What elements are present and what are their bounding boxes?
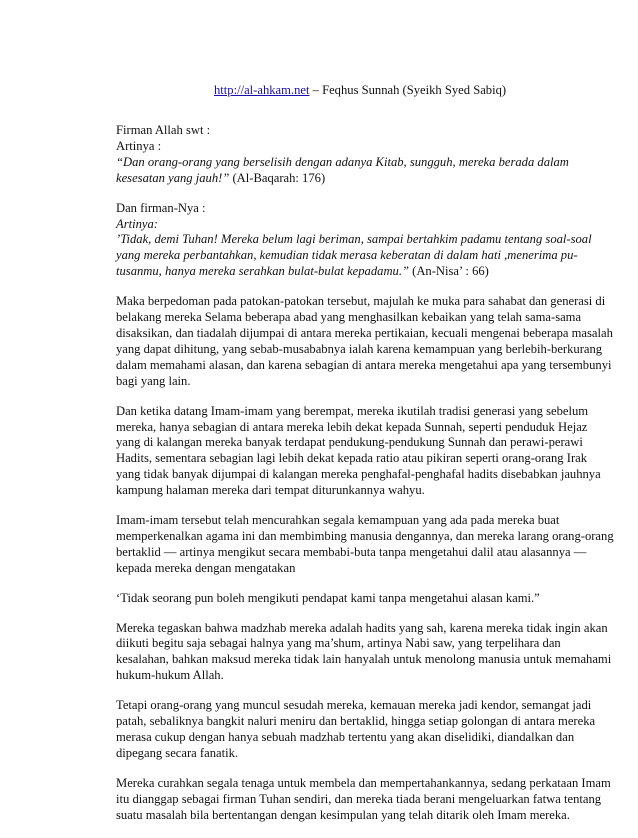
header-title: – Feqhus Sunnah (Syeikh Syed Sabiq): [309, 83, 507, 97]
artinya-label: Artinya:: [116, 216, 158, 231]
paragraph: Dan ketika datang Imam-imam yang berempat, mereka ikutilah tradisi generasi yang sebelum mereka, hanya sebagian di antara mereka lebih dekat kepada Sunnah, seperti penduduk Hejaz yang di kalangan mereka banyak terdapat pendukung-pendukung Sunnah dan perawi-perawi Hadits, sementara sebagian lagi lebih dekat kepada ratio atau pikiran seperti orang-orang Irak yang tidak banyak dijumpai di kalangan mereka penghafal-penghafal hadits disebabkan jauhnya kampung halaman mereka dari tempat diturunkannya wahyu.: [116, 403, 601, 498]
quote-text: “Dan orang-orang yang berselisih dengan adanya Kitab, sungguh, mereka berada dalam kesesatan yang jauh!”: [116, 154, 569, 185]
paragraph: ‘Tidak seorang pun boleh mengikuti pendapat kami tanpa mengetahui alasan kami.”: [116, 590, 540, 605]
paragraph: Maka berpedoman pada patokan-patokan tersebut, majulah ke muka para sahabat dan generasi di belakang mereka Selama beberapa abad yang menghasilkan kebaikan yang telah sama-sama disaksikan, dan tiadalah dijumpai di antara mereka pertikaian, kecuali mengenai beberapa masalah yang dapat dihitung, yang sebab-musababnya ialah karena kemampuan yang berlebih-berkurang dalam memahami alasan, dan karena sebagian di antara mereka mengetahui apa yang tersembunyi bagi yang lain.: [116, 294, 613, 388]
quote-block-1: [116, 123, 614, 187]
page-header: [0, 83, 638, 98]
artinya-label: Artinya :: [116, 138, 162, 153]
quote-text: ’Tidak, demi Tuhan! Mereka belum lagi beriman, sampai bertahkim padamu tentang soal-soal yang mereka perbantahkan, kemudian tidak merasa keberatan di dalam hati ,menerima pu-tusanmu, hanya mereka serahkan bulat-bulat kepadamu.”: [116, 232, 592, 279]
quote-source: (An-Nisa’ : 66): [409, 264, 489, 279]
paragraph: Mereka curahkan segala tenaga untuk membela dan mempertahankannya, sedang perkataan Imam itu dianggap sebagai firman Tuhan sendiri, dan mereka tiada berani mengeluarkan fatwa tentang suatu masalah bila bertentangan dengan kesimpulan yang telah ditarik oleh Imam mereka.: [116, 775, 611, 822]
paragraph: Mereka tegaskan bahwa madzhab mereka adalah hadits yang sah, karena mereka tidak ingin akan diikuti begitu saja sebagai halnya yang ma’shum, artinya Nabi saw, yang terpelihara dan kesalahan, bahkan maksud mereka tidak lain hanyalah untuk menolong manusia untuk memahami hukum-hukum Allah.: [116, 620, 612, 683]
paragraph: Imam-imam tersebut telah mencurahkan segala kemampuan yang ada pada mereka buat memperkenalkan agama ini dan membimbing manusia dengannya, dan mereka larang orang-orang bertaklid — artinya mengikut secara membabi-buta tanpa mengetahui dalil atau alasannya — kepada mereka dengan mengatakan: [116, 513, 614, 575]
intro-line: Dan firman-Nya :: [116, 200, 206, 215]
quote-source: (Al-Baqarah: 176): [229, 170, 326, 185]
source-link[interactable]: http://al-ahkam.net: [214, 83, 310, 97]
intro-line: Firman Allah swt :: [116, 123, 211, 137]
document-body: [116, 123, 614, 838]
quote-block-2: [116, 201, 614, 281]
paragraph: Tetapi orang-orang yang muncul sesudah mereka, kemauan mereka jadi kendor, semangat jadi patah, sebaliknya bangkit naluri meniru dan bertaklid, hingga setiap golongan di antara mereka merasa cukup dengan hanya sebuah madzhab tertentu yang akan diselidiki, diandalkan dan dipegang secara fanatik.: [116, 698, 596, 760]
